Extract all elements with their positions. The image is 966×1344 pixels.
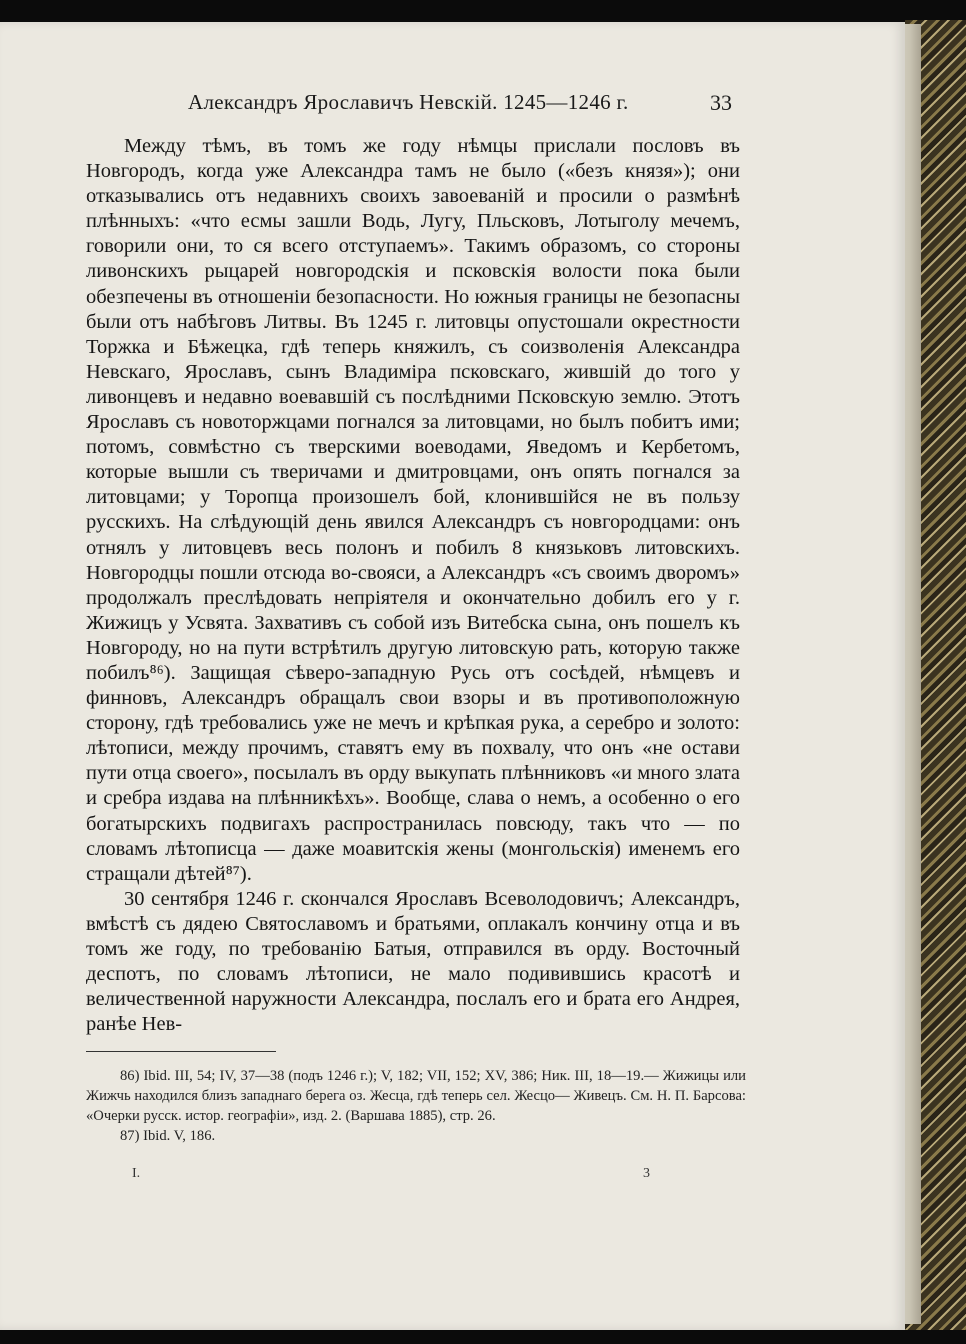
footnote-divider	[86, 1051, 276, 1052]
paragraph-1: Между тѣмъ, въ томъ же году нѣмцы прислали пословъ въ Новгородъ, когда уже Александра тамъ не было («безъ князя»); они отказывались отъ недавнихъ своихъ завоеваній и просили о размѣнѣ плѣнныхъ: «что есмы зашли Водь, Лугу, Пльсковъ, Лотыголу мечемъ, говорили они, то ся всего отступаемъ». Такимъ образомъ, со стороны ливонскихъ рыцарей новгородскія и псковскія волости пока были обезпечены въ отношеніи безопасности. Но южныя границы не безопасны были отъ набѣговъ Литвы. Въ 1245 г. литовцы опустошали окрестности Торжка и Бѣжецка, гдѣ теперь княжилъ, съ соизволенія Александра Невскаго, Ярославъ, сынъ Владиміра псковскаго, жившій до того у ливонцевъ и недавно воевавшій съ послѣдними Псковскую землю. Этотъ Ярославъ съ новоторжцами погнался за литовцами, но былъ побитъ ими; потомъ, совмѣстно съ тверскими воеводами, Яведомъ и Кербетомъ, которые вышли съ тверичами и дмитровцами, онъ опять погнался за литовцами; у Торопца произошелъ бой, клонившійся не въ пользу русскихъ. На слѣдующій день явился Александръ съ новгородцами: онъ отнялъ у литовцевъ весь полонъ и побилъ 8 князьковъ литовскихъ. Новгородцы пошли отсюда во-свояси, а Александръ «съ своимъ дворомъ» продолжалъ преслѣдовать непріятеля и окончательно добилъ его у г. Жижицъ у Усвята. Захвативъ съ собой изъ Витебска сына, онъ пошелъ къ Новгороду, но на пути встрѣтилъ другую литовскую рать, которую также побилъ⁸⁶). Защищая сѣверо-западную Русь отъ сосѣдей, нѣмцевъ и финновъ, Александръ обращалъ свои взоры и въ противоположную сторону, гдѣ требовались уже не мечъ и крѣпкая рука, а серебро и золото: лѣтописи, между прочимъ, ставятъ ему въ похвалу, что онъ «не остави пути отца своего», посылалъ въ орду выкупать плѣнниковъ «и много злата и сребра издава на плѣнникѣхъ». Вообще, слава о немъ, а особенно о его богатырскихъ подвигахъ распространилась повсюду, такъ что — по словамъ лѣтописца — даже моавитскія жены (монгольскія) именемъ его стращали дѣтей⁸⁷).	[86, 135, 740, 885]
page-number: 33	[710, 90, 732, 115]
footnote-86: 86) Ibid. III, 54; IV, 37—38 (подъ 1246 г.); V, 182; VII, 152; XV, 386; Ник. III, 18—19.— Жижицы или Жижчь находился близъ западнаго берега оз. Жесца, гдѣ теперь сел. Жесцо— Живецъ. См. Н. П. Барсова: «Очерки русск. истор. географіи», изд. 2. (Варшава 1885), стр. 26.	[86, 1068, 746, 1124]
footnotes	[86, 1066, 746, 1146]
signature-mark: I.	[132, 1166, 141, 1181]
footnote-87: 87) Ibid. V, 186.	[120, 1128, 216, 1144]
main-text	[86, 134, 740, 1037]
sheet-number: 3	[643, 1166, 650, 1181]
paragraph-2: 30 сентября 1246 г. скончался Ярославъ Всеволодовичъ; Александръ, вмѣстѣ съ дядею Святославомъ и братьями, оплакалъ кончину отца и въ томъ же году, по требованію Батыя, отправился въ орду. Восточный деспотъ, по словамъ лѣтописи, не мало подивившись красотѣ и величественной наружности Александра, послалъ его и брата его Андрея, ранѣе Нев-	[86, 887, 740, 1036]
running-title: Александръ Ярославичъ Невскій. 1245—1246 г.	[188, 90, 629, 114]
